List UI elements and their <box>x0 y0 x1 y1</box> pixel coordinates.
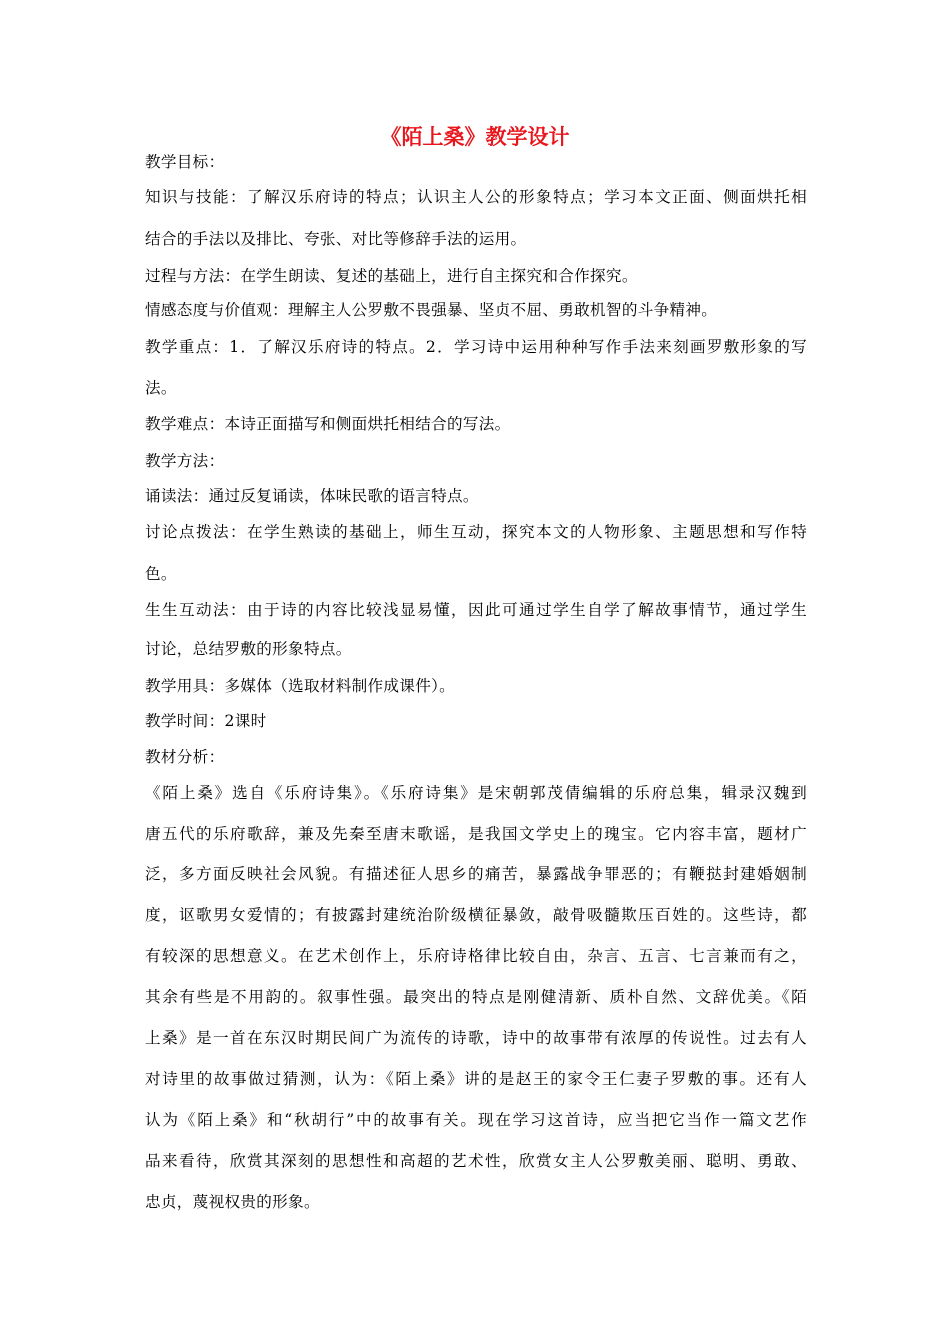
text-line-20: 泛，多方面反映社会风貌。有描述征人思乡的痛苦，暴露战争罪恶的；有鞭挞封建婚姻制 <box>145 865 807 883</box>
document-title: 《陌上桑》教学设计 <box>380 125 570 149</box>
text-line-24: 上桑》是一首在东汉时期民间广为流传的诗歌，诗中的故事带有浓厚的传说性。过去有人 <box>145 1029 807 1047</box>
text-line-8: 教学难点：本诗正面描写和侧面烘托相结合的写法。 <box>145 415 511 433</box>
text-line-3: 结合的手法以及排比、夸张、对比等修辞手法的运用。 <box>145 230 527 248</box>
text-line-28: 忠贞，蔑视权贵的形象。 <box>145 1193 320 1211</box>
text-line-6: 教学重点：1．了解汉乐府诗的特点。2．学习诗中运用种种写作手法来刻画罗敷形象的写 <box>145 338 807 356</box>
text-line-15: 教学用具：多媒体（选取材料制作成课件）。 <box>145 677 456 695</box>
text-line-7: 法。 <box>145 379 177 397</box>
text-line-10: 诵读法：通过反复诵读，体味民歌的语言特点。 <box>145 487 479 505</box>
text-line-19: 唐五代的乐府歌辞，兼及先秦至唐末歌谣，是我国文学史上的瑰宝。它内容丰富，题材广 <box>145 825 807 843</box>
text-line-25: 对诗里的故事做过猜测，认为：《陌上桑》讲的是赵王的家令王仁妻子罗敷的事。还有人 <box>145 1070 807 1088</box>
text-line-22: 有较深的思想意义。在艺术创作上，乐府诗格律比较自由，杂言、五言、七言兼而有之， <box>145 947 807 965</box>
text-line-9: 教学方法： <box>145 452 225 470</box>
text-line-2: 知识与技能：了解汉乐府诗的特点；认识主人公的形象特点；学习本文正面、侧面烘托相 <box>145 188 807 206</box>
text-line-27: 品来看待，欣赏其深刻的思想性和高超的艺术性，欣赏女主人公罗敷美丽、聪明、勇敢、 <box>145 1152 807 1170</box>
text-line-26: 认为《陌上桑》和“秋胡行”中的故事有关。现在学习这首诗，应当把它当作一篇文艺作 <box>145 1111 807 1129</box>
text-line-23: 其余有些是不用韵的。叙事性强。最突出的特点是刚健清新、质朴自然、文辞优美。《陌 <box>145 988 807 1006</box>
text-line-13: 生生互动法：由于诗的内容比较浅显易懂，因此可通过学生自学了解故事情节，通过学生 <box>145 601 807 619</box>
text-line-4: 过程与方法：在学生朗读、复述的基础上，进行自主探究和合作探究。 <box>145 267 638 285</box>
text-line-14: 讨论，总结罗敷的形象特点。 <box>145 640 352 658</box>
text-line-11: 讨论点拨法：在学生熟读的基础上，师生互动，探究本文的人物形象、主题思想和写作特 <box>145 523 807 541</box>
text-line-18: 《陌上桑》选自《乐府诗集》。《乐府诗集》是宋朝郭茂倩编辑的乐府总集，辑录汉魏到 <box>145 784 807 802</box>
text-line-21: 度，讴歌男女爱情的；有披露封建统治阶级横征暴敛，敲骨吸髓欺压百姓的。这些诗，都 <box>145 906 807 924</box>
text-line-12: 色。 <box>145 565 177 583</box>
text-line-5: 情感态度与价值观：理解主人公罗敷不畏强暴、坚贞不屈、勇敢机智的斗争精神。 <box>145 301 718 319</box>
text-line-16: 教学时间：2课时 <box>145 712 267 730</box>
text-line-1: 教学目标： <box>145 153 225 171</box>
text-line-17: 教材分析： <box>145 748 225 766</box>
